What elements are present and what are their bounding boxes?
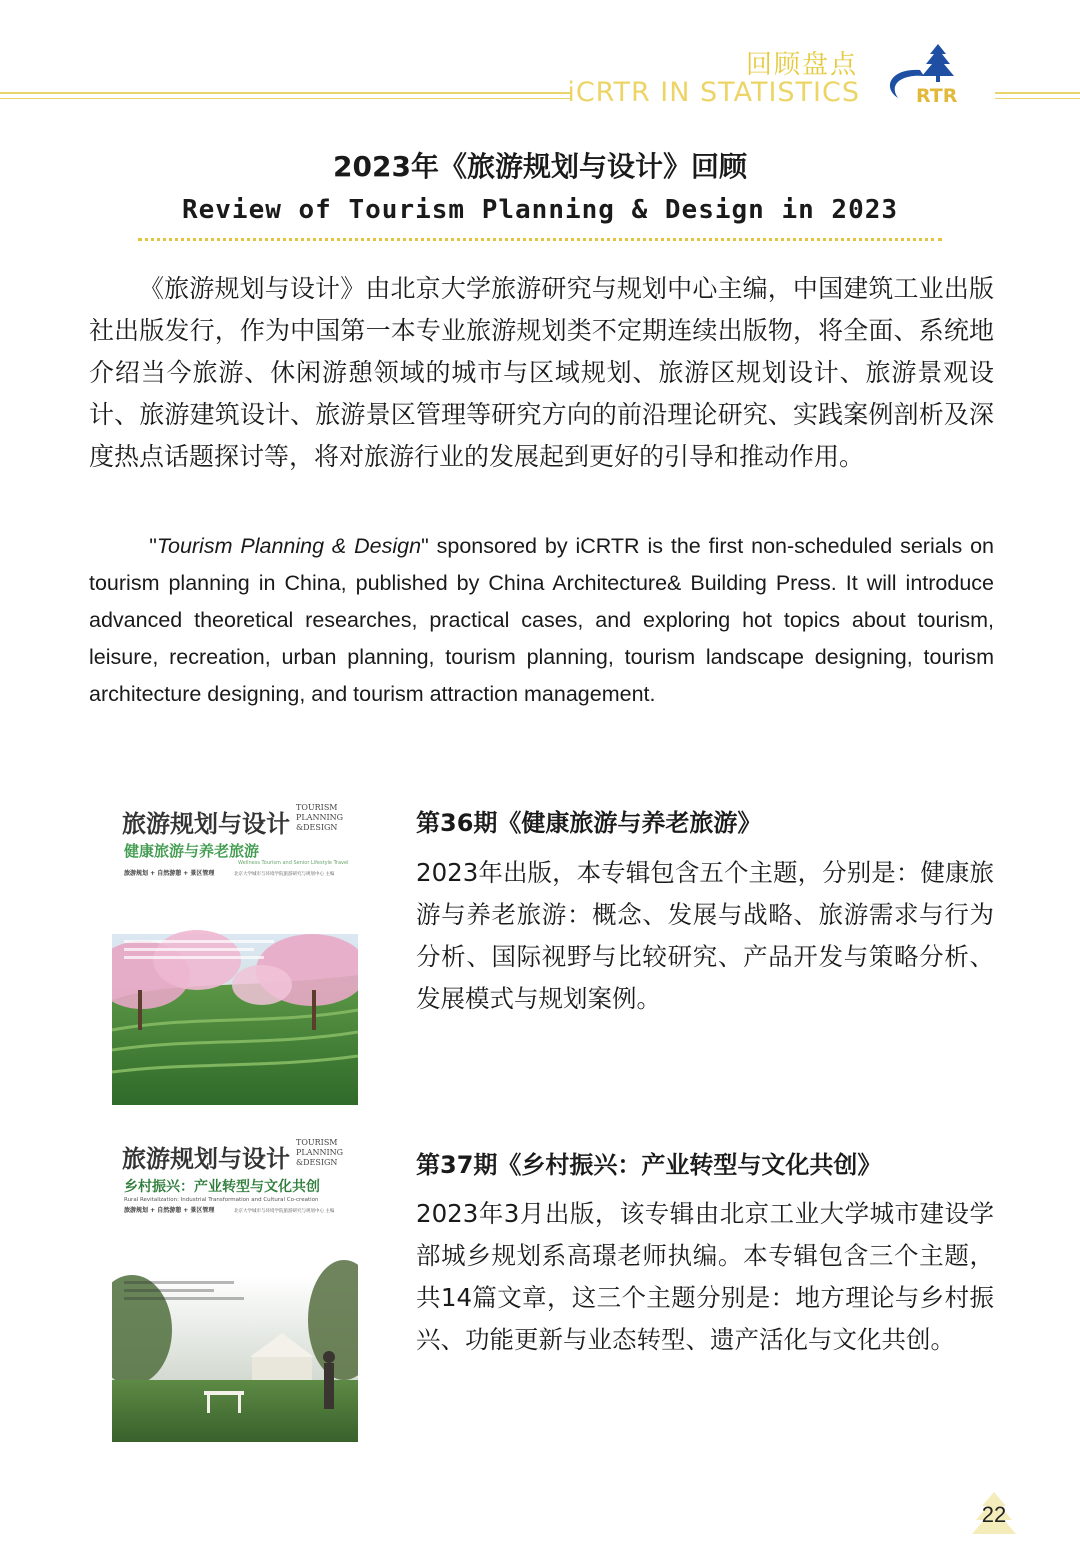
cover-tags: 旅游规划 + 自然游憩 + 景区管理 bbox=[124, 1207, 215, 1214]
cover-brand-en-2: PLANNING bbox=[296, 813, 344, 822]
cover-editor: 北京大学城市与环境学院旅游研究与规划中心 主编 bbox=[234, 1209, 335, 1214]
logo-tree bbox=[922, 44, 954, 76]
issue-37-title: 第37期《乡村振兴：产业转型与文化共创》 bbox=[416, 1151, 882, 1179]
issue-36-cover bbox=[112, 800, 358, 1105]
cover-subtitle: 健康旅游与养老旅游 bbox=[124, 842, 260, 860]
cover-brand-en-2: PLANNING bbox=[296, 1148, 344, 1157]
cover-brand-cn: 旅游规划与设计 bbox=[122, 1145, 290, 1173]
intro-paragraph-cn: 《旅游规划与设计》由北京大学旅游研究与规划中心主编，中国建筑工业出版社出版发行，作为中国第一本专业旅游规划类不定期连续出版物，将全面、系统地介绍当今旅游、休闲游憩领域的城市与区域规划、旅游区规划设计、旅游景观设计、旅游建筑设计、旅游景区管理等研究方向的前沿理论研究、实践案例剖析及深度热点话题探讨等，将对旅游行业的发展起到更好的引导和推动作用。 bbox=[89, 274, 994, 471]
page-title-cn: 2023年《旅游规划与设计》回顾 bbox=[333, 150, 747, 183]
intro-journal-name: Tourism Planning & Design bbox=[156, 534, 422, 558]
cover-brand-en-1: TOURISM bbox=[296, 1138, 338, 1147]
logo-text: RTR bbox=[916, 85, 958, 107]
cover-brand-cn: 旅游规划与设计 bbox=[122, 810, 290, 838]
title-dotted-divider bbox=[138, 238, 942, 241]
cover-brand-en-1: TOURISM bbox=[296, 803, 338, 812]
page-number: 22 bbox=[981, 1502, 1007, 1527]
intro-paragraph-en: "Tourism Planning & Design" sponsored by iCRTR is the first non-scheduled serials on tourism planning in China, published by China Architecture& Building Press. It will introduce advanced theoretical researches, practical cases, and exploring hot topics about tourism, leisure, recreation, urban planning, tourism planning, tourism landscape designing, tourism architecture designing, and tourism attraction management. bbox=[89, 534, 994, 706]
header-rule-right bbox=[995, 92, 1080, 94]
cover-subtitle-en: Wellness Tourism and Senior Lifestyle Travel bbox=[238, 860, 349, 866]
cover-brand-en-3: &DESIGN bbox=[296, 823, 338, 832]
issue-36-title: 第36期《健康旅游与养老旅游》 bbox=[416, 809, 762, 837]
cover-editor: 北京大学城市与环境学院旅游研究与规划中心 主编 bbox=[234, 872, 335, 877]
issue-37-cover bbox=[112, 1135, 358, 1442]
header-rule-left-thin bbox=[0, 98, 570, 99]
cover-tags: 旅游规划 + 自然游憩 + 景区管理 bbox=[124, 870, 215, 877]
header-rule-right-thin bbox=[995, 98, 1080, 99]
header-rule-left bbox=[0, 92, 570, 94]
header-section-cn: 回顾盘点 bbox=[745, 50, 858, 80]
page-title-en: Review of Tourism Planning & Design in 2023 bbox=[181, 195, 899, 225]
issue-36-description: 2023年出版，本专辑包含五个主题，分别是：健康旅游与养老旅游：概念、发展与战略、旅游需求与行为分析、国际视野与比较研究、产品开发与策略分析、发展模式与规划案例。 bbox=[416, 858, 994, 1013]
issue-37-description: 2023年3月出版，该专辑由北京工业大学城市建设学部城乡规划系高璟老师执编。本专辑包含三个主题，共14篇文章，这三个主题分别是：地方理论与乡村振兴、功能更新与业态转型、遗产活化与文化共创。 bbox=[416, 1199, 994, 1354]
cover-subtitle-en: Rural Revitalization: Industrial Transformation and Cultural Co-creation bbox=[124, 1197, 319, 1203]
header-section-en: iCRTR IN STATISTICS bbox=[567, 77, 860, 108]
cover-subtitle: 乡村振兴：产业转型与文化共创 bbox=[124, 1179, 320, 1195]
intro-paragraph-en-body: sponsored by iCRTR is the first non-scheduled serials on tourism planning in China, published by China Architecture& Building Press. It will introduce advanced theoretical researches, practical cases, and exploring hot topics about tourism, leisure, recreation, urban planning, tourism planning, tourism landscape designing, tourism architecture designing, and tourism attraction management. bbox=[89, 534, 994, 706]
crtr-logo bbox=[880, 40, 980, 110]
cover-brand-en-3: &DESIGN bbox=[296, 1158, 338, 1167]
